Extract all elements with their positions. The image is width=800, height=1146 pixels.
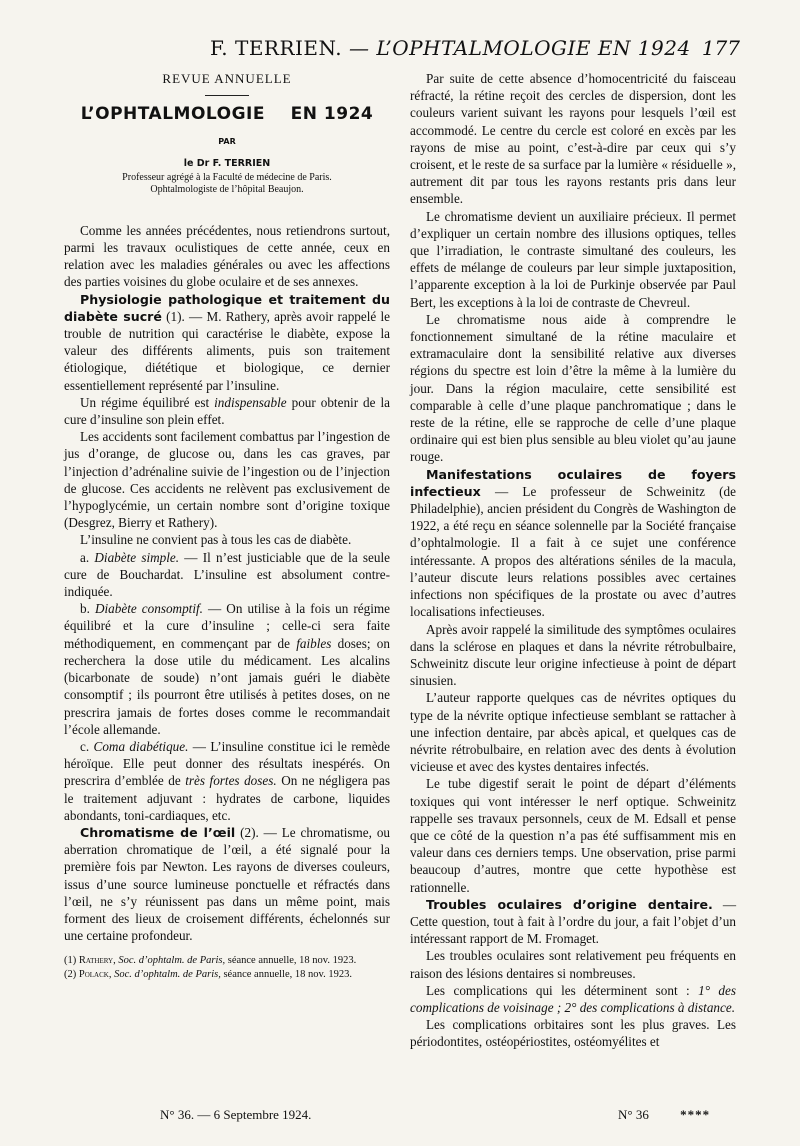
section-title-foyers: Manifestations oculaires de foyers infectieux	[410, 466, 736, 499]
text-run: Les complications qui les déterminent sont :	[426, 982, 690, 998]
footnotes	[64, 954, 390, 981]
intro-paragraph: Comme les années précédentes, nous retiendrons surtout, parmi les travaux oculistiques de cette année, ceux en relation avec les maladies générales ou avec les affections des parties voisines du globe oculaire et de ses annexes.	[64, 222, 390, 290]
footnote-ref-1: (1). —	[166, 308, 203, 324]
section-text-chromatisme: Le chromatisme, ou aberration chromatique de l’œil, a été signalé pour la première fois par Newton. Les rayons de diverses couleurs, issus d’une source lumineuse ponctuelle et réfractés dans l’œil, ne s’y réunissent pas dans un même point, mais forment des lieux de croisement différents, échelonnés sur une certaine profondeur.	[64, 824, 391, 944]
section-chromatisme	[64, 824, 390, 944]
header-dash: —	[348, 36, 370, 60]
text-run: pour obtenir de la cure d’insuline son plein effet.	[64, 394, 390, 428]
item-label: c.	[80, 738, 90, 754]
issue-footer	[160, 1107, 311, 1123]
section-diabete	[64, 291, 390, 394]
paragraph-accidents: Les accidents sont facilement combattus par l’ingestion de jus d’orange, de glucose ou, dans les cas graves, par l’injection d’adrénaline suivie de l’ingestion ou de l’injection de glucose. Ces accidents ne relèvent pas exclusivement de l’hypoglycémie, un certain nombre sont d’origine toxique (Desgrez, Bierry et Rathery).	[64, 429, 390, 531]
paragraph-nevrites: L’auteur rapporte quelques cas de névrites optiques du type de la névrite optique infectieuse semblant se rattacher à une infection dentaire, par abcès apical, et quelques cas de névrite rétrobulbaire, en relation avec des dents à évolution vicieuse et avec des kystes dentaires infectés.	[410, 690, 736, 775]
article-title-a: L’OPHTALMOLOGIE	[80, 104, 265, 125]
paragraph-regime	[64, 394, 390, 428]
section-title-dentaires: Troubles oculaires d’origine dentaire.	[426, 896, 713, 912]
footnote-source: Soc. d’ophtalm. de Paris,	[114, 968, 221, 980]
article-title-b: EN 1924	[290, 104, 374, 125]
affiliation-2: Ophtalmologiste de l’hôpital Beaujon.	[150, 183, 304, 195]
footnote-source: Soc. d’ophtalm. de Paris,	[118, 955, 226, 967]
item-title: Diabète consomptif.	[94, 601, 203, 617]
emphasis: faibles	[296, 635, 332, 651]
emphasis: indispensable	[214, 394, 287, 410]
emphasis: très fortes doses.	[185, 773, 277, 789]
by-label: PAR	[218, 137, 236, 147]
section-troubles-dentaires	[410, 896, 736, 948]
section-text-diabete: M. Rathery, après avoir rappelé le trouble de nutrition qui caractérise le diabète, expose la valeur des différents aliments, puis son traitement étiologique, diététique et biologique, ce dernier essentiellement représenté par l’insuline.	[64, 308, 391, 393]
item-text: — On utilise à la fois un régime équilibré et la cure d’insuline ; celle-ci sera faite méthodiquement, en commençant par de	[64, 601, 391, 651]
right-column	[410, 70, 736, 1051]
affiliation-1: Professeur agrégé à la Faculté de médecine de Paris.	[122, 171, 332, 183]
footnote-1	[64, 954, 390, 968]
paragraph-insuline: L’insuline ne convient pas à tous les cas de diabète.	[80, 532, 352, 548]
header-author: F. TERRIEN.	[210, 36, 343, 60]
item-text: — L’insuline constitue ici le remède héroïque. Elle peut donner des résultats inespérés. On prescrira d’emblée de	[64, 738, 391, 789]
item-title: Diabète simple.	[94, 549, 180, 565]
footnote-2	[64, 968, 390, 982]
signature-stars: ****	[680, 1107, 711, 1122]
item-text: — Il n’est justiciable que de la seule cure de Bouchardat. L’insuline est absolument contre-indiquée.	[64, 549, 390, 600]
running-title	[210, 36, 691, 60]
footnote-ref-2: (2). —	[240, 824, 277, 840]
footnote-detail: séance annuelle, 18 nov. 1923.	[223, 968, 352, 980]
article-header	[64, 70, 390, 196]
left-column	[64, 70, 390, 981]
item-label: b.	[80, 601, 90, 617]
footnote-detail: séance annuelle, 18 nov. 1923.	[227, 955, 357, 967]
section-foyers-infectieux	[410, 466, 736, 621]
issue-date: N° 36. — 6 Septembre 1924.	[160, 1107, 312, 1122]
paragraph-frequence: Les troubles oculaires sont relativement peu fréquents en raison des lésions dentaires si nombreuses.	[410, 948, 736, 981]
page-number: 177	[701, 36, 740, 60]
paragraph-maculaire: Le chromatisme nous aide à comprendre le fonctionnement simultané de la rétine maculaire et extramaculaire dont la sensibilité relative aux diverses régions du spectre est loin d’être la même à la lumière du jour. Dans la région maculaire, cette sensibilité est comparable à celle d’une plaque panchromatique ; dans le reste de la rétine, elle se rapproche de celle d’une plaque ordinaire qui est bien plus sensible au bleu violet qu’au jaune rouge.	[410, 311, 736, 465]
emphasis: 1° des complications de voisinage ; 2° des complications à distance.	[410, 982, 737, 1015]
footnote-author: Rathery,	[78, 955, 116, 967]
header-journal-title: L’OPHTALMOLOGIE EN 1924	[376, 36, 691, 60]
item-b	[64, 600, 390, 738]
paragraph-dispersion: Par suite de cette absence d’homocentricité du faisceau réfracté, la rétine reçoit des cercles de dispersion, dont les couleurs varient suivant les rayons pour lesquels l’œil est accommodé. Le centre du cercle est coloré en excès par les rayons de mise au point, c’est-à-dire par ceux qui s’y croisent, et le reste de sa surface par la lumière « résiduelle », autrement dit par tous les rayons restants pris dans leur ensemble.	[410, 71, 736, 207]
section-text-dentaires: — Cette question, tout à fait à l’ordre du jour, a fait l’objet d’un intéressant rapport de M. Fromaget.	[410, 896, 737, 947]
title-rule	[205, 95, 249, 96]
footnote-author: Polack,	[78, 968, 112, 980]
signature-footer	[618, 1107, 710, 1123]
item-title: Coma diabétique.	[93, 738, 189, 754]
section-text-foyers: — Le professeur de Schweinitz (de Philadelphie), ancien président du Congrès de Washington de 1922, a été reçu en séance solennelle par la Société française d’ophtalmologie. Il a fait à ce sujet une conférence intéressante. A propos des altérations séniles de la macula, l’auteur discute leurs relations possibles avec certaines infections non spécifiques de la prostate ou avec d’autres localisations infectieuses.	[410, 483, 737, 620]
item-text: On ne négligera pas le traitement adjuvant : hydrates de carbone, liquides abondants, toni-cardiaques, etc.	[64, 773, 391, 823]
issue-number: N° 36	[618, 1107, 649, 1122]
paragraph-tube-digestif: Le tube digestif serait le point de départ d’éléments toxiques qui vont intéresser le nerf optique. Schweinitz rappelle ses travaux personnels, ceux de M. Edsall et pense que ce côté de la question n’a pas été suffisamment mis en valeur dans ces derniers temps. Une observation, prise parmi beaucoup d’autres, montre que cette hypothèse est rationnelle.	[410, 776, 736, 895]
rubric: REVUE ANNUELLE	[162, 71, 292, 86]
item-c	[64, 738, 390, 824]
running-head	[60, 30, 740, 60]
author-name: le Dr F. TERRIEN	[183, 157, 271, 169]
paragraph-sclerose: Après avoir rappelé la similitude des symptômes oculaires dans la sclérose en plaques et dans la névrite rétrobulbaire, Schweinitz discute leur origine infectieuse à point de départ sinusien.	[410, 621, 736, 689]
footnote-number: (2)	[64, 968, 77, 980]
article-title	[64, 106, 390, 123]
paragraph-orbitaires: Les complications orbitaires sont les plus graves. Les périodontites, ostéopériostites, ostéomyélites et	[410, 1017, 736, 1050]
paragraph-auxiliaire: Le chromatisme devient un auxiliaire précieux. Il permet d’expliquer un certain nombre des illusions optiques, telles que l’irradiation, le contraste simultané des couleurs, les effets de mélange de couleurs par leur simple juxtaposition, l’apparente exception à la loi de Purkinje observée par Paul Bert, les exceptions à la loi de contraste de Chevreul.	[410, 208, 736, 310]
footnote-number: (1)	[64, 955, 77, 967]
item-label: a.	[80, 549, 90, 565]
section-title-chromatisme: Chromatisme de l’œil	[80, 824, 236, 840]
paragraph-complications	[410, 982, 736, 1016]
text-run: Un régime équilibré est	[80, 394, 210, 410]
item-text: doses; on recherchera la dose utile du médicament. Les alcalins (bicarbonate de soude) n’ont jamais guéri le diabète consomptif ; ils pourront être utilisés à petites doses, on ne prescrira jamais de fortes doses comme le recommandait l’école allemande.	[64, 635, 390, 737]
item-a	[64, 549, 390, 601]
section-title-diabete: Physiologie pathologique et traitement du diabète sucré	[64, 291, 390, 324]
